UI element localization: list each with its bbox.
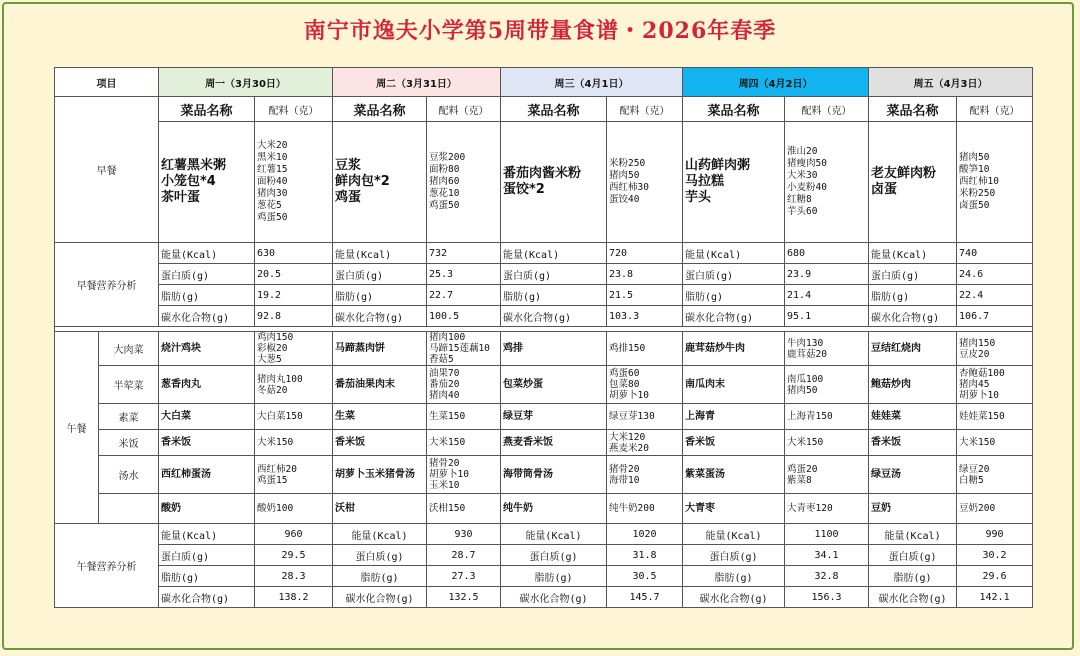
bigname-line: 茶叶蛋 xyxy=(161,190,201,205)
lunch-ingredients xyxy=(785,494,869,524)
ingr-line: 面粉40 xyxy=(257,176,288,187)
li-line: 生菜150 xyxy=(429,411,466,422)
lunch-ingredients xyxy=(957,456,1033,494)
li-line: 马蹄15莲藕10 xyxy=(429,343,490,354)
ingr-line: 芋头60 xyxy=(787,206,818,217)
ingr-line: 猪肉50 xyxy=(609,170,640,181)
lunch-dish: 香米饭 xyxy=(683,430,785,456)
lunch-dish: 绿豆芽 xyxy=(501,404,607,430)
nutrient-name: 蛋白质(g) xyxy=(683,264,785,285)
nutrient-value: 30.2 xyxy=(957,545,1033,566)
breakfast-dishes xyxy=(683,122,785,243)
nutrient-value: 28.3 xyxy=(255,566,333,587)
nutrient-value: 732 xyxy=(427,243,501,264)
nutrient-name: 能量(Kcal) xyxy=(869,524,957,545)
ingredient-col-header: 配料（克） xyxy=(427,97,501,122)
ingr-line: 葱花10 xyxy=(429,188,460,199)
lunch-dish: 沃柑 xyxy=(333,494,427,524)
bigname-line: 鸡蛋 xyxy=(335,190,362,205)
bigname-line: 鲜肉包*2 xyxy=(335,174,390,189)
lunch-ingredients xyxy=(427,430,501,456)
lunch-ingredients xyxy=(427,456,501,494)
nutrient-value: 103.3 xyxy=(607,306,683,327)
nutrient-value: 740 xyxy=(957,243,1033,264)
lunch-dish: 南瓜肉末 xyxy=(683,366,785,404)
lunch-category: 大肉菜 xyxy=(99,332,159,366)
lunch-dish: 上海青 xyxy=(683,404,785,430)
nutrient-value: 31.8 xyxy=(607,545,683,566)
li-line: 油果70 xyxy=(429,368,460,379)
lunch-dish: 娃娃菜 xyxy=(869,404,957,430)
breakfast-dishes xyxy=(869,122,957,243)
nutrient-name: 脂肪(g) xyxy=(501,566,607,587)
lunch-dish: 香米饭 xyxy=(869,430,957,456)
ingr-line: 葱花5 xyxy=(257,200,282,211)
lunch-dish: 葱香肉丸 xyxy=(159,366,255,404)
header-day-3: 周三（4月1日） xyxy=(501,68,683,97)
li-line: 大米120 xyxy=(609,431,646,443)
menu-table xyxy=(54,67,1033,608)
lunch-dish: 豆结红烧肉 xyxy=(869,332,957,366)
lunch-dish: 紫菜蛋汤 xyxy=(683,456,785,494)
lunch-category: 素菜 xyxy=(99,404,159,430)
nutrient-name: 能量(Kcal) xyxy=(501,243,607,264)
nutrient-name: 能量(Kcal) xyxy=(683,524,785,545)
lunch-ingredients xyxy=(785,456,869,494)
ingr-line: 豆浆200 xyxy=(429,152,466,163)
bigname-line: 番茄肉酱米粉 xyxy=(503,166,582,181)
li-line: 大米150 xyxy=(787,437,824,448)
ingr-line: 猪瘦肉50 xyxy=(787,158,827,169)
header-row xyxy=(55,68,1033,97)
nutrient-name: 脂肪(g) xyxy=(159,285,255,306)
lunch-row xyxy=(55,404,1033,430)
nutrient-name: 蛋白质(g) xyxy=(683,545,785,566)
lunch-ingredients xyxy=(255,430,333,456)
nutrient-value: 29.5 xyxy=(255,545,333,566)
lunch-nutrition-row xyxy=(55,587,1033,608)
ingr-line: 西红柿10 xyxy=(959,176,999,187)
ingr-line: 米粉250 xyxy=(609,158,646,169)
lunch-row xyxy=(55,332,1033,366)
lunch-dish: 香米饭 xyxy=(159,430,255,456)
nutrient-name: 脂肪(g) xyxy=(869,285,957,306)
bigname-line: 芋头 xyxy=(685,190,712,205)
ingr-line: 大米30 xyxy=(787,170,818,181)
ingredient-col-header: 配料（克） xyxy=(785,97,869,122)
header-day-1: 周一（3月30日） xyxy=(159,68,333,97)
nutrient-name: 脂肪(g) xyxy=(683,285,785,306)
lunch-nutrition-label: 午餐营养分析 xyxy=(55,524,159,608)
nutrient-name: 能量(Kcal) xyxy=(683,243,785,264)
ingredient-col-header: 配料（克） xyxy=(607,97,683,122)
lunch-dish: 番茄油果肉末 xyxy=(333,366,427,404)
lunch-dish: 包菜炒蛋 xyxy=(501,366,607,404)
lunch-category: 米饭 xyxy=(99,430,159,456)
lunch-ingredients xyxy=(427,494,501,524)
li-line: 番茄20 xyxy=(429,379,460,390)
li-line: 沃柑150 xyxy=(429,503,466,514)
nutrient-value: 95.1 xyxy=(785,306,869,327)
ingr-line: 黑米10 xyxy=(257,152,288,163)
nutrient-value: 92.8 xyxy=(255,306,333,327)
lunch-dish: 胡萝卜玉米猪骨汤 xyxy=(333,456,427,494)
breakfast-label: 早餐 xyxy=(55,97,159,243)
li-line: 西红柿20 xyxy=(257,463,297,475)
lunch-row xyxy=(55,366,1033,404)
lunch-category: 半荤菜 xyxy=(99,366,159,404)
li-line: 绿豆芽130 xyxy=(609,411,655,422)
ingr-line: 米粉250 xyxy=(959,188,996,199)
li-line: 白糖5 xyxy=(959,474,984,486)
breakfast-ingredients xyxy=(607,122,683,243)
ingr-line: 猪肉30 xyxy=(257,188,288,199)
li-line: 南瓜100 xyxy=(787,373,824,385)
li-line: 胡萝卜10 xyxy=(429,469,469,480)
li-line: 猪肉40 xyxy=(429,390,460,401)
lunch-ingredients xyxy=(255,366,333,404)
lunch-ingredients xyxy=(607,332,683,366)
lunch-ingredients xyxy=(607,456,683,494)
li-line: 燕麦米20 xyxy=(609,442,649,454)
lunch-ingredients xyxy=(427,366,501,404)
lunch-dish: 纯牛奶 xyxy=(501,494,607,524)
nutrient-name: 碳水化合物(g) xyxy=(333,587,427,608)
lunch-ingredients xyxy=(957,494,1033,524)
lunch-label: 午餐 xyxy=(55,332,99,524)
nutrient-value: 720 xyxy=(607,243,683,264)
nutrient-value: 138.2 xyxy=(255,587,333,608)
nutrient-value: 19.2 xyxy=(255,285,333,306)
ingr-line: 大米20 xyxy=(257,140,288,151)
bigname-line: 小笼包*4 xyxy=(161,174,216,189)
lunch-ingredients xyxy=(957,332,1033,366)
nutrient-name: 碳水化合物(g) xyxy=(501,587,607,608)
nutrient-value: 34.1 xyxy=(785,545,869,566)
lunch-ingredients xyxy=(607,366,683,404)
ingr-line: 蛋饺40 xyxy=(609,194,640,205)
header-day-4: 周四（4月2日） xyxy=(683,68,869,97)
nutrient-name: 蛋白质(g) xyxy=(159,264,255,285)
lunch-ingredients xyxy=(607,494,683,524)
lunch-ingredients xyxy=(427,404,501,430)
lunch-ingredients xyxy=(255,332,333,366)
li-line: 大青枣120 xyxy=(787,503,833,514)
nutrient-name: 能量(Kcal) xyxy=(159,524,255,545)
breakfast-ingredients xyxy=(957,122,1033,243)
li-line: 大白菜150 xyxy=(257,411,303,422)
nutrient-value: 32.8 xyxy=(785,566,869,587)
li-line: 玉米10 xyxy=(429,480,460,491)
dish-col-header: 菜品名称 xyxy=(159,97,255,122)
lunch-dish: 香米饭 xyxy=(333,430,427,456)
nutrient-value: 25.3 xyxy=(427,264,501,285)
nutrient-value: 630 xyxy=(255,243,333,264)
breakfast-nutrition-label: 早餐营养分析 xyxy=(55,243,159,327)
li-line: 鸡蛋15 xyxy=(257,474,288,486)
breakfast-nutrition-row xyxy=(55,306,1033,327)
bigname-line: 马拉糕 xyxy=(685,174,725,189)
breakfast-ingredients xyxy=(255,122,333,243)
li-line: 冬菇20 xyxy=(257,384,288,396)
bigname-line: 老友鲜肉粉 xyxy=(871,166,937,181)
nutrient-value: 27.3 xyxy=(427,566,501,587)
lunch-row xyxy=(55,430,1033,456)
li-line: 酸奶100 xyxy=(257,503,294,514)
li-line: 猪肉45 xyxy=(959,379,990,390)
lunch-dish: 绿豆汤 xyxy=(869,456,957,494)
lunch-ingredients xyxy=(255,404,333,430)
nutrient-name: 脂肪(g) xyxy=(501,285,607,306)
li-line: 猪骨20 xyxy=(429,458,460,469)
lunch-dish: 燕麦香米饭 xyxy=(501,430,607,456)
nutrient-name: 蛋白质(g) xyxy=(333,264,427,285)
li-line: 大米150 xyxy=(257,437,294,448)
nutrient-name: 蛋白质(g) xyxy=(501,545,607,566)
nutrient-value: 23.9 xyxy=(785,264,869,285)
nutrient-name: 碳水化合物(g) xyxy=(159,306,255,327)
nutrient-value: 21.5 xyxy=(607,285,683,306)
ingr-line: 卤蛋50 xyxy=(959,200,990,211)
nutrient-name: 碳水化合物(g) xyxy=(683,306,785,327)
lunch-ingredients xyxy=(957,430,1033,456)
header-day-5: 周五（4月3日） xyxy=(869,68,1033,97)
nutrient-name: 能量(Kcal) xyxy=(333,243,427,264)
nutrient-name: 脂肪(g) xyxy=(869,566,957,587)
header-item: 项目 xyxy=(55,68,159,97)
bigname-line: 卤蛋 xyxy=(871,182,898,197)
li-line: 大米150 xyxy=(429,437,466,448)
lunch-dish: 鲍菇炒肉 xyxy=(869,366,957,404)
li-line: 猪肉150 xyxy=(959,337,996,349)
nutrient-value: 100.5 xyxy=(427,306,501,327)
li-line: 紫菜8 xyxy=(787,474,812,486)
li-line: 绿豆20 xyxy=(959,463,990,475)
breakfast-nutrition-row xyxy=(55,264,1033,285)
nutrient-value: 30.5 xyxy=(607,566,683,587)
li-line: 鹿茸菇20 xyxy=(787,348,827,360)
lunch-ingredients xyxy=(957,404,1033,430)
ingredient-col-header: 配料（克） xyxy=(957,97,1033,122)
nutrient-value: 142.1 xyxy=(957,587,1033,608)
dish-col-header: 菜品名称 xyxy=(333,97,427,122)
ingr-line: 小麦粉40 xyxy=(787,182,827,193)
li-line: 纯牛奶200 xyxy=(609,503,655,514)
nutrient-value: 22.7 xyxy=(427,285,501,306)
lunch-dish: 西红柿蛋汤 xyxy=(159,456,255,494)
lunch-ingredients xyxy=(427,332,501,366)
ingr-line: 淮山20 xyxy=(787,146,818,157)
lunch-dish: 烧汁鸡块 xyxy=(159,332,255,366)
nutrient-name: 蛋白质(g) xyxy=(159,545,255,566)
nutrient-value: 28.7 xyxy=(427,545,501,566)
ingr-line: 面粉80 xyxy=(429,164,460,175)
ingr-line: 猪肉50 xyxy=(959,152,990,163)
nutrient-name: 蛋白质(g) xyxy=(869,545,957,566)
lunch-ingredients xyxy=(785,404,869,430)
nutrient-value: 960 xyxy=(255,524,333,545)
breakfast-dishes xyxy=(159,122,255,243)
lunch-ingredients xyxy=(255,494,333,524)
lunch-ingredients xyxy=(255,456,333,494)
li-line: 豆皮20 xyxy=(959,348,990,360)
nutrient-value: 22.4 xyxy=(957,285,1033,306)
nutrient-name: 脂肪(g) xyxy=(333,285,427,306)
lunch-dish: 生菜 xyxy=(333,404,427,430)
lunch-dish: 马蹄蒸肉饼 xyxy=(333,332,427,366)
lunch-dish: 鸡排 xyxy=(501,332,607,366)
nutrient-value: 23.8 xyxy=(607,264,683,285)
nutrient-name: 能量(Kcal) xyxy=(159,243,255,264)
breakfast-nutrition-row xyxy=(55,285,1033,306)
li-line: 鸡排150 xyxy=(609,343,646,354)
li-line: 猪肉丸100 xyxy=(257,373,303,385)
nutrient-name: 碳水化合物(g) xyxy=(683,587,785,608)
li-line: 大米150 xyxy=(959,437,996,448)
li-line: 大葱5 xyxy=(257,354,282,365)
ingr-line: 红薯15 xyxy=(257,164,288,175)
ingr-line: 鸡蛋50 xyxy=(429,200,460,211)
nutrient-name: 蛋白质(g) xyxy=(869,264,957,285)
nutrient-name: 蛋白质(g) xyxy=(333,545,427,566)
nutrient-value: 1020 xyxy=(607,524,683,545)
nutrient-name: 脂肪(g) xyxy=(159,566,255,587)
nutrient-value: 24.6 xyxy=(957,264,1033,285)
ingr-line: 红糖8 xyxy=(787,194,812,205)
li-line: 杏鲍菇100 xyxy=(959,368,1005,379)
li-line: 牛肉130 xyxy=(787,337,824,349)
lunch-dish: 大青枣 xyxy=(683,494,785,524)
lunch-dish: 酸奶 xyxy=(159,494,255,524)
lunch-dish: 豆奶 xyxy=(869,494,957,524)
li-line: 香菇5 xyxy=(429,354,454,365)
lunch-dish: 大白菜 xyxy=(159,404,255,430)
lunch-ingredients xyxy=(607,404,683,430)
li-line: 鸡蛋60 xyxy=(609,368,640,379)
breakfast-ingredients xyxy=(427,122,501,243)
li-line: 豆奶200 xyxy=(959,503,996,514)
ingr-line: 猪肉60 xyxy=(429,176,460,187)
li-line: 海带10 xyxy=(609,474,640,486)
nutrient-value: 1100 xyxy=(785,524,869,545)
nutrient-value: 106.7 xyxy=(957,306,1033,327)
ingredient-col-header: 配料（克） xyxy=(255,97,333,122)
li-line: 上海青150 xyxy=(787,411,833,422)
nutrient-name: 碳水化合物(g) xyxy=(333,306,427,327)
lunch-ingredients xyxy=(785,366,869,404)
li-line: 胡萝卜10 xyxy=(959,390,999,401)
nutrient-value: 29.6 xyxy=(957,566,1033,587)
li-line: 胡萝卜10 xyxy=(609,390,649,401)
nutrient-value: 132.5 xyxy=(427,587,501,608)
li-line: 猪骨20 xyxy=(609,463,640,475)
nutrient-name: 能量(Kcal) xyxy=(333,524,427,545)
breakfast-row xyxy=(55,122,1033,243)
bigname-line: 豆浆 xyxy=(335,158,362,173)
nutrient-value: 20.5 xyxy=(255,264,333,285)
lunch-nutrition-row xyxy=(55,524,1033,545)
li-line: 娃娃菜150 xyxy=(959,411,1005,422)
dish-col-header: 菜品名称 xyxy=(869,97,957,122)
li-line: 猪肉50 xyxy=(787,384,818,396)
dish-col-header: 菜品名称 xyxy=(501,97,607,122)
nutrient-value: 145.7 xyxy=(607,587,683,608)
lunch-ingredients xyxy=(785,430,869,456)
bigname-line: 红薯黑米粥 xyxy=(161,158,227,173)
li-line: 包菜80 xyxy=(609,379,640,390)
lunch-category: 汤水 xyxy=(99,456,159,494)
subheader-row xyxy=(55,97,1033,122)
nutrient-name: 能量(Kcal) xyxy=(869,243,957,264)
li-line: 鸡肉150 xyxy=(257,332,294,343)
li-line: 彩椒20 xyxy=(257,343,288,354)
nutrient-value: 680 xyxy=(785,243,869,264)
nutrient-value: 930 xyxy=(427,524,501,545)
nutrient-name: 碳水化合物(g) xyxy=(869,306,957,327)
nutrient-name: 脂肪(g) xyxy=(333,566,427,587)
nutrient-name: 能量(Kcal) xyxy=(501,524,607,545)
dish-col-header: 菜品名称 xyxy=(683,97,785,122)
lunch-ingredients xyxy=(785,332,869,366)
page-title: 南宁市逸夫小学第5周带量食谱・2026年春季 xyxy=(303,18,777,44)
ingr-line: 酸笋10 xyxy=(959,164,990,175)
nutrient-name: 碳水化合物(g) xyxy=(869,587,957,608)
bigname-line: 蛋饺*2 xyxy=(503,182,545,197)
nutrient-value: 21.4 xyxy=(785,285,869,306)
bigname-line: 山药鲜肉粥 xyxy=(685,158,751,173)
nutrient-name: 碳水化合物(g) xyxy=(501,306,607,327)
lunch-category xyxy=(99,494,159,524)
header-day-2: 周二（3月31日） xyxy=(333,68,501,97)
lunch-ingredients xyxy=(957,366,1033,404)
ingr-line: 鸡蛋50 xyxy=(257,212,288,223)
nutrient-value: 156.3 xyxy=(785,587,869,608)
li-line: 猪肉100 xyxy=(429,332,466,343)
nutrient-name: 脂肪(g) xyxy=(683,566,785,587)
lunch-dish: 海带筒骨汤 xyxy=(501,456,607,494)
lunch-row xyxy=(55,456,1033,494)
li-line: 鸡蛋20 xyxy=(787,463,818,475)
lunch-nutrition-row xyxy=(55,545,1033,566)
nutrient-name: 蛋白质(g) xyxy=(501,264,607,285)
lunch-dish: 鹿茸菇炒牛肉 xyxy=(683,332,785,366)
nutrient-name: 碳水化合物(g) xyxy=(159,587,255,608)
ingr-line: 西红柿30 xyxy=(609,182,649,193)
lunch-nutrition-row xyxy=(55,566,1033,587)
lunch-ingredients xyxy=(607,430,683,456)
lunch-row xyxy=(55,494,1033,524)
breakfast-nutrition-row xyxy=(55,243,1033,264)
breakfast-ingredients xyxy=(785,122,869,243)
breakfast-dishes xyxy=(333,122,427,243)
breakfast-dishes xyxy=(501,122,607,243)
nutrient-value: 990 xyxy=(957,524,1033,545)
